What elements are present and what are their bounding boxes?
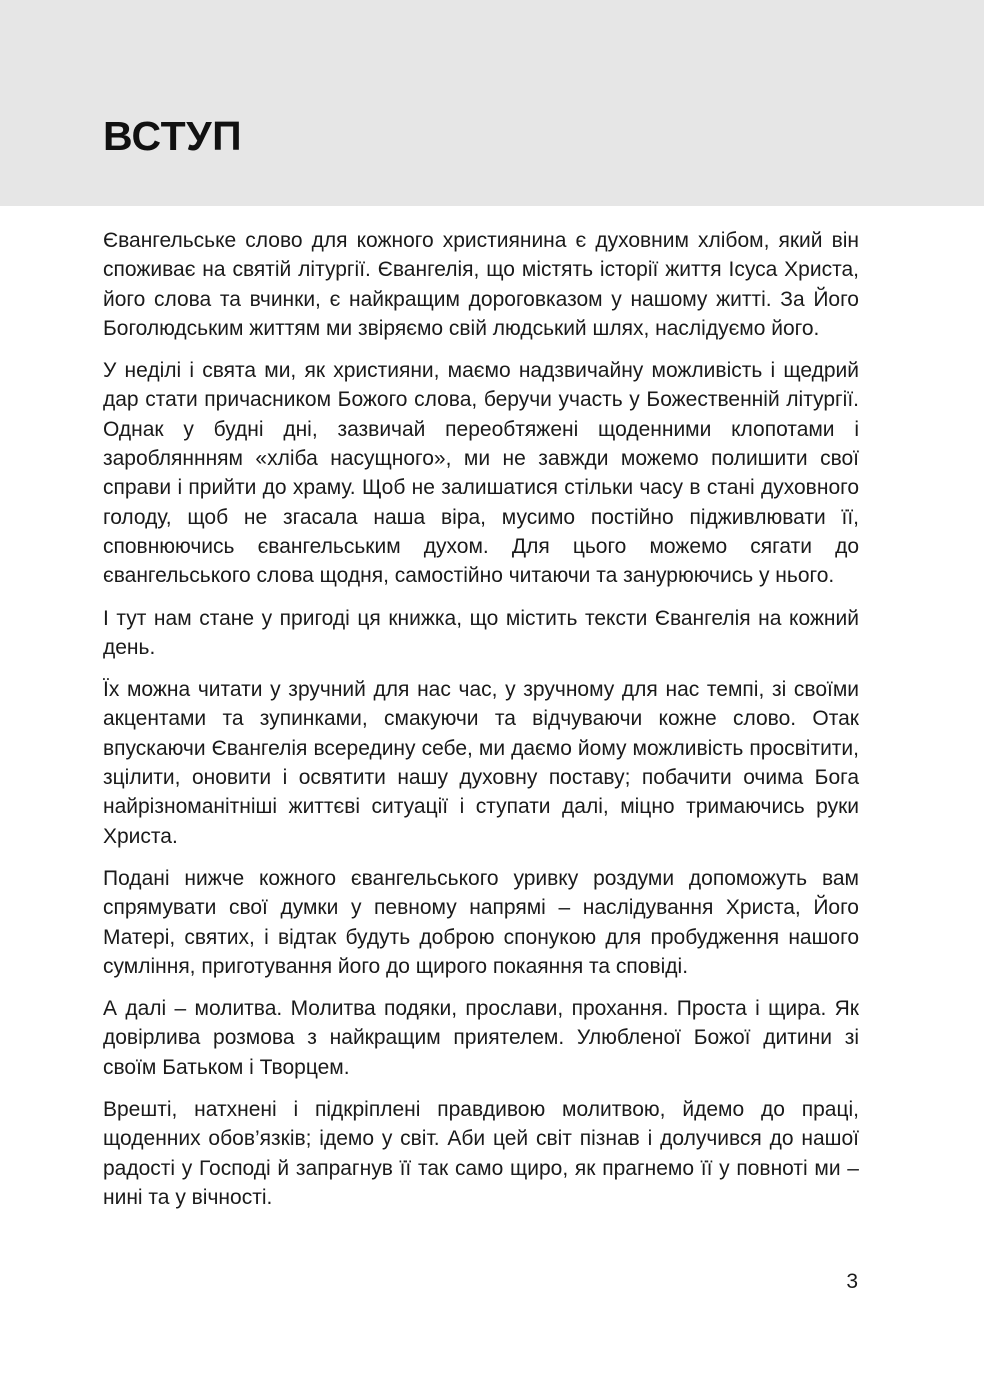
paragraph-7: Врешті, натхнені і підкріплені правдивою молитвою, йдемо до праці, щоденних обов’язків; ідемо у світ. Аби цей світ пізнав і долучився до нашої радості у Господі й запрагнув її так само щиро, як прагнемо її у повноті ми – нині та у вічності.: [103, 1098, 859, 1209]
header-band: [0, 0, 984, 206]
paragraph-2: У неділі і свята ми, як християни, маємо надзвичайну можливість і щедрий дар стати причасником Божого слова, беручи участь у Божественній літургії. Однак у будні дні, зазвичай переобтяжені щоденними клопотами і заробляннням «хліба насущного», ми не завжди можемо полишити свої справи і прийти до храму. Щоб не залишатися стільки часу в стані духовного голоду, щоб не згасала наша віра, мусимо постійно підживлювати її, сповнюючись євангельським духом. Для цього можемо сягати до євангельського слова щодня, самостійно читаючи та занурюючись у нього.: [103, 359, 859, 588]
page-number: 3: [846, 1270, 858, 1293]
body-text: [103, 226, 859, 1225]
paragraph-6: А далі – молитва. Молитва подяки, прослави, прохання. Проста і щира. Як довірлива розмова з найкращим приятелем. Улюбленої Божої дитини зі своїм Батьком і Творцем.: [103, 997, 859, 1079]
paragraph-3: І тут нам стане у пригоді ця книжка, що містить тексти Євангелія на кожний день.: [103, 606, 859, 659]
paragraph-1: Євангельське слово для кожного християнина є духовним хлібом, який він споживає на святій літургії. Євангелія, що містять історії життя Ісуса Христа, його слова та вчинки, є найкращим дороговказом у нашому житті. За Його Боголюдським життям ми звіряємо свій людський шлях, наслідуємо його.: [103, 229, 859, 340]
page-title: ВСТУП: [103, 113, 243, 159]
paragraph-5: Подані нижче кожного євангельського уривку роздуми допоможуть вам спрямувати свої думки у певному напрямі – наслідування Христа, Його Матері, святих, і відтак будуть доброю спонукою для пробудження нашого сумління, приготування його до щирого покаяння та сповіді.: [103, 866, 859, 978]
paragraph-4: Їх можна читати у зручний для нас час, у зручному для нас темпі, зі своїми акцентами та зупинками, смакуючи та відчуваючи кожне слово. Отак впускаючи Євангелія всередину себе, ми даємо йому можливість просвітити, зцілити, оновити і освятити нашу духовну поставу; побачити очима Бога найрізноманітніші життєві ситуації і ступати далі, міцно тримаючись руки Христа.: [103, 678, 859, 848]
